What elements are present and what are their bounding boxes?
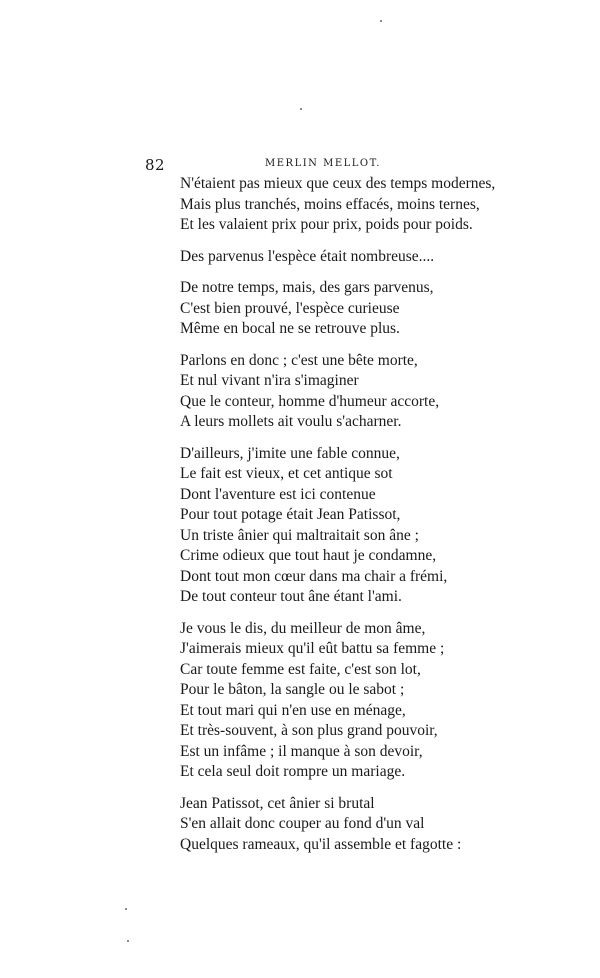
verse-line: Dont tout mon cœur dans ma chair a frémi, bbox=[180, 567, 448, 585]
stanza bbox=[180, 619, 480, 783]
verse-line: Et très-souvent, à son plus grand pouvoir, bbox=[180, 722, 438, 739]
verse-line: J'aimerais mieux qu'il eût battu sa femme ; bbox=[180, 640, 445, 657]
ink-speck bbox=[125, 908, 127, 910]
verse-line: Est un infâme ; il manque à son devoir, bbox=[180, 742, 423, 760]
verse-line: N'étaient pas mieux que ceux des temps modernes, bbox=[180, 175, 496, 192]
stanza bbox=[180, 794, 480, 856]
verse-line: Quelques rameaux, qu'il assemble et fagotte : bbox=[180, 835, 462, 853]
verse-line: Jean Patissot, cet ânier si brutal bbox=[180, 794, 375, 812]
verse-line: Mais plus tranchés, moins effacés, moins ternes, bbox=[180, 195, 480, 213]
running-title: MERLIN MELLOT. bbox=[265, 158, 381, 169]
verse-line: Car toute femme est faite, c'est son lot, bbox=[180, 660, 421, 678]
verse-line: Et tout mari qui n'en use en ménage, bbox=[180, 701, 406, 719]
verse-line: A leurs mollets ait voulu s'acharner. bbox=[180, 413, 402, 430]
verse-line: Des parvenus l'espèce était nombreuse.... bbox=[180, 247, 435, 265]
verse-line: Je vous le dis, du meilleur de mon âme, bbox=[180, 619, 426, 637]
stanza bbox=[180, 247, 480, 268]
verse-line: Parlons en donc ; c'est une bête morte, bbox=[180, 351, 418, 369]
page-number: 82 bbox=[145, 156, 166, 174]
verse-line: Que le conteur, homme d'humeur accorte, bbox=[180, 392, 440, 410]
verse-line: Pour le bâton, la sangle ou le sabot ; bbox=[180, 681, 405, 698]
verse-line: Le fait est vieux, et cet antique sot bbox=[180, 465, 393, 482]
ink-speck bbox=[300, 108, 302, 110]
stanza bbox=[180, 174, 496, 236]
verse-line: D'ailleurs, j'imite une fable connue, bbox=[180, 444, 400, 462]
verse-line: Et cela seul doit rompre un mariage. bbox=[180, 763, 406, 780]
verse-line: Un triste ânier qui maltraitait son âne ; bbox=[180, 526, 419, 544]
verse-line: Et nul vivant n'ira s'imaginer bbox=[180, 372, 359, 389]
verse-line: Et les valaient prix pour prix, poids pour poids. bbox=[180, 216, 473, 233]
poem-body bbox=[180, 174, 496, 866]
running-head bbox=[145, 156, 445, 176]
verse-line: C'est bien prouvé, l'espèce curieuse bbox=[180, 299, 400, 317]
verse-line: De tout conteur tout âne étant l'ami. bbox=[180, 588, 402, 605]
verse-line: Même en bocal ne se retrouve plus. bbox=[180, 320, 400, 337]
verse-line: Pour tout potage était Jean Patissot, bbox=[180, 506, 401, 523]
verse-line: S'en allait donc couper au fond d'un val bbox=[180, 815, 425, 832]
stanza bbox=[180, 351, 480, 433]
ink-speck bbox=[380, 20, 382, 22]
verse-line: Dont l'aventure est ici contenue bbox=[180, 485, 376, 503]
stanza bbox=[180, 444, 480, 608]
stanza bbox=[180, 278, 480, 340]
verse-line: De notre temps, mais, des gars parvenus, bbox=[180, 279, 434, 296]
ink-speck bbox=[127, 940, 129, 942]
verse-line: Crime odieux que tout haut je condamne, bbox=[180, 547, 437, 564]
